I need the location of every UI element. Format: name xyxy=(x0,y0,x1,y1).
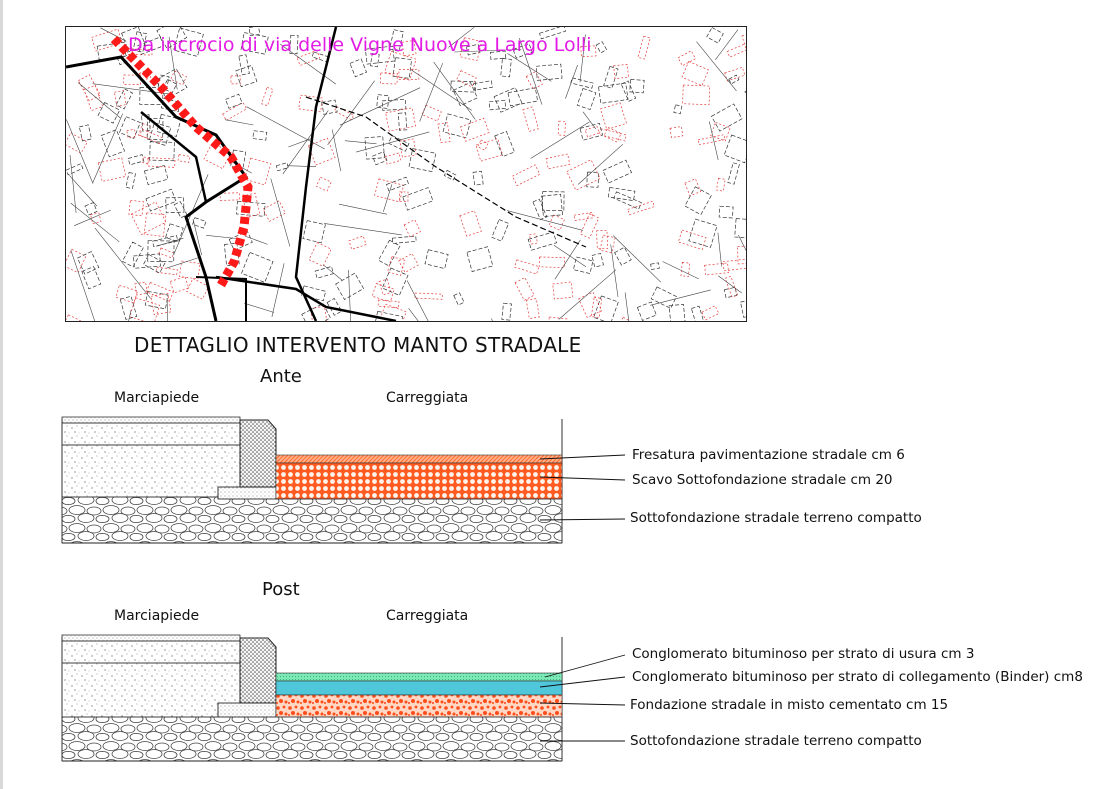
ante-milling-layer xyxy=(276,455,562,463)
post-wearing-course xyxy=(276,673,562,681)
street-map-drawing xyxy=(66,27,746,321)
map-building xyxy=(526,299,539,319)
map-building xyxy=(316,177,331,191)
map-building xyxy=(236,201,265,216)
location-map xyxy=(65,26,747,322)
map-building xyxy=(382,99,406,110)
map-building xyxy=(415,293,442,299)
map-building xyxy=(388,136,408,152)
map-building xyxy=(146,189,176,211)
map-building xyxy=(66,164,83,175)
map-building xyxy=(77,252,98,274)
map-building xyxy=(577,88,596,109)
map-street-edge xyxy=(113,310,131,321)
map-building xyxy=(705,263,729,275)
map-building xyxy=(712,104,742,131)
map-building xyxy=(615,247,632,265)
map-building xyxy=(725,276,737,297)
map-street-edge xyxy=(554,245,586,266)
post-legend-wearing: Conglomerato bituminoso per strato di usura cm 3 xyxy=(632,646,975,662)
post-section-drawing xyxy=(0,633,640,763)
map-street-edge xyxy=(166,257,201,268)
map-building xyxy=(438,123,450,143)
map-street-edge xyxy=(420,63,443,121)
map-street-edge xyxy=(340,88,420,126)
map-building xyxy=(501,59,512,77)
map-building xyxy=(148,158,175,168)
map-building xyxy=(309,243,331,267)
ante-section-drawing xyxy=(0,415,640,545)
map-building xyxy=(378,300,399,308)
map-building xyxy=(148,241,174,262)
map-street-edge xyxy=(356,132,429,152)
map-building xyxy=(729,75,739,84)
map-building xyxy=(128,155,144,165)
post-road-label: Carreggiata xyxy=(386,608,469,624)
map-building xyxy=(398,113,407,130)
map-building xyxy=(724,135,746,163)
map-building xyxy=(443,114,471,138)
map-building xyxy=(79,125,91,141)
map-street-edge xyxy=(625,292,629,321)
map-building xyxy=(404,220,420,237)
map-building xyxy=(129,200,144,216)
map-street-edge xyxy=(409,308,428,321)
post-binder-course xyxy=(276,681,562,695)
map-building xyxy=(702,306,719,320)
map-building xyxy=(386,108,416,131)
map-building xyxy=(382,268,408,295)
map-building xyxy=(528,232,556,250)
map-building-blocks xyxy=(66,27,746,321)
map-caption: Da incrocio di via delle Vigne Nuove a Largo Lolli xyxy=(128,34,592,56)
map-building xyxy=(116,89,132,109)
map-building xyxy=(637,302,656,320)
map-street-edge xyxy=(271,179,290,247)
map-building xyxy=(596,42,606,53)
post-sidewalk-screed xyxy=(62,641,240,663)
map-street-edge xyxy=(738,235,746,296)
map-building xyxy=(735,219,746,239)
map-street-edge xyxy=(718,276,742,293)
post-sidewalk-fill xyxy=(62,663,240,717)
map-building xyxy=(682,62,709,86)
map-building xyxy=(567,160,600,191)
map-building xyxy=(425,250,448,269)
ante-heading: Ante xyxy=(260,366,302,387)
map-street-edge xyxy=(95,228,151,298)
map-street-edge xyxy=(167,298,168,321)
ante-road-label: Carreggiata xyxy=(386,390,469,406)
map-building xyxy=(187,279,209,300)
map-building xyxy=(127,129,136,138)
map-building xyxy=(392,236,416,243)
map-building xyxy=(725,67,745,81)
map-building xyxy=(170,277,188,293)
map-building xyxy=(515,278,534,301)
post-cement-foundation xyxy=(276,695,562,717)
map-building xyxy=(683,85,710,105)
map-building xyxy=(276,163,288,171)
map-building xyxy=(315,266,333,278)
map-building xyxy=(126,173,136,189)
map-building xyxy=(604,127,621,142)
map-building xyxy=(119,117,140,139)
map-street-edge xyxy=(507,211,583,231)
map-street-edge xyxy=(555,240,581,279)
map-building xyxy=(409,149,436,172)
post-heading: Post xyxy=(262,579,300,600)
map-building xyxy=(599,129,626,141)
ante-legend-subbase: Sottofondazione stradale terreno compatto xyxy=(630,510,922,526)
map-building xyxy=(592,253,604,267)
map-building xyxy=(630,79,644,92)
map-building xyxy=(580,214,598,238)
map-building xyxy=(539,257,564,268)
map-building xyxy=(603,160,632,183)
map-building xyxy=(460,118,489,141)
map-building xyxy=(82,267,101,289)
post-curb xyxy=(240,638,276,703)
map-street-edge xyxy=(559,270,616,320)
map-street-edge xyxy=(383,184,392,211)
map-building xyxy=(174,202,187,218)
map-building xyxy=(122,242,143,267)
map-building xyxy=(66,133,87,154)
map-building xyxy=(473,171,483,185)
map-street-edge xyxy=(412,70,472,110)
map-building xyxy=(515,260,539,274)
map-building xyxy=(220,193,240,201)
map-building xyxy=(116,285,138,302)
map-street-edge xyxy=(339,204,387,214)
map-street-edge xyxy=(332,130,341,172)
map-street-edge xyxy=(324,223,402,235)
post-legend-subbase: Sottofondazione stradale terreno compatto xyxy=(630,733,922,749)
map-building xyxy=(166,197,184,213)
ante-legend-milling: Fresatura pavimentazione stradale cm 6 xyxy=(632,447,905,463)
post-compacted-subbase xyxy=(62,717,562,761)
map-street-edge xyxy=(287,166,316,167)
map-building xyxy=(242,252,273,282)
map-building xyxy=(365,136,385,159)
map-building xyxy=(727,42,746,57)
map-building xyxy=(492,220,509,242)
map-street-edge xyxy=(71,203,120,242)
map-building xyxy=(151,293,171,314)
map-building xyxy=(159,248,174,258)
map-street-edge xyxy=(206,235,241,239)
map-building xyxy=(403,188,433,211)
map-street-edge xyxy=(709,121,718,159)
map-street-edge xyxy=(245,236,268,244)
ante-excavation-layer xyxy=(276,463,562,499)
map-building xyxy=(546,154,570,169)
map-street-edge xyxy=(70,155,76,213)
map-building xyxy=(262,87,273,105)
page-title: DETTAGLIO INTERVENTO MANTO STRADALE xyxy=(134,333,582,357)
map-street-edge xyxy=(345,141,377,144)
ante-sidewalk-label: Marciapiede xyxy=(114,390,200,406)
map-building xyxy=(508,88,538,106)
post-legend-binder: Conglomerato bituminoso per strato di collegamento (Binder) cm8 xyxy=(632,669,1083,685)
map-building xyxy=(741,299,747,318)
map-building xyxy=(380,73,397,84)
ante-curb-bed xyxy=(218,487,276,499)
map-building xyxy=(253,131,267,140)
map-building xyxy=(460,211,482,236)
map-street-edge xyxy=(613,236,661,283)
map-street-edge xyxy=(407,281,444,322)
map-building xyxy=(719,206,733,218)
map-building xyxy=(349,236,366,249)
map-building xyxy=(571,78,593,88)
map-building xyxy=(678,230,706,249)
map-building xyxy=(681,262,690,276)
map-building xyxy=(553,282,573,299)
map-building xyxy=(495,131,515,156)
ante-sidewalk-screed xyxy=(62,423,240,445)
map-building xyxy=(143,255,164,274)
map-street-edge xyxy=(283,111,328,174)
post-curb-bed xyxy=(218,703,276,717)
map-street-edge xyxy=(272,263,284,317)
map-street-edge xyxy=(650,290,711,305)
map-building xyxy=(66,315,86,321)
map-building xyxy=(377,95,389,109)
map-building xyxy=(512,165,539,186)
map-building xyxy=(599,83,629,103)
map-building xyxy=(587,172,599,187)
map-building xyxy=(689,219,717,247)
map-building xyxy=(698,135,725,145)
map-street-edge xyxy=(718,233,722,267)
map-building xyxy=(600,103,626,130)
map-building xyxy=(723,259,746,271)
map-building xyxy=(84,86,103,111)
post-sidewalk-label: Marciapiede xyxy=(114,608,200,624)
map-building xyxy=(101,130,124,157)
map-building xyxy=(711,123,730,141)
map-building xyxy=(542,194,563,216)
map-building xyxy=(303,221,325,243)
ante-legend-excavation: Scavo Sottofondazione stradale cm 20 xyxy=(632,472,893,488)
map-building xyxy=(66,249,86,272)
map-street-edge xyxy=(611,245,618,298)
map-building xyxy=(651,263,660,270)
map-building xyxy=(674,105,682,114)
map-building xyxy=(474,81,493,90)
map-street-edge xyxy=(225,120,254,125)
map-building xyxy=(489,100,505,110)
map-building xyxy=(144,213,166,237)
map-building xyxy=(638,36,650,59)
post-legend-foundation: Fondazione stradale in misto cementato cm 15 xyxy=(630,697,949,713)
map-building xyxy=(618,317,644,321)
map-building xyxy=(379,240,400,266)
ante-sidewalk-paving xyxy=(62,417,240,423)
map-building xyxy=(223,102,247,120)
map-building xyxy=(400,139,416,157)
map-street-edge xyxy=(93,114,123,183)
ante-sidewalk-fill xyxy=(62,445,240,497)
map-building xyxy=(178,155,190,163)
map-building xyxy=(728,163,740,184)
map-building xyxy=(523,107,539,131)
intervention-route xyxy=(114,39,248,285)
map-building xyxy=(144,166,168,185)
map-building xyxy=(685,187,711,215)
map-building xyxy=(114,91,126,107)
vertical-road xyxy=(296,27,336,321)
map-building xyxy=(536,64,562,80)
map-building xyxy=(608,188,635,201)
post-sidewalk-paving xyxy=(62,635,240,641)
map-building xyxy=(457,71,477,87)
map-street-edge xyxy=(434,62,476,119)
map-building xyxy=(717,178,726,191)
ante-compacted-subbase xyxy=(62,497,562,543)
map-street-edge xyxy=(324,265,343,280)
map-building xyxy=(670,127,683,138)
map-street-edge xyxy=(71,250,99,321)
map-building xyxy=(621,81,635,101)
map-building xyxy=(454,293,464,305)
ante-curb xyxy=(240,420,276,487)
map-building xyxy=(742,29,746,50)
map-building xyxy=(585,126,599,137)
map-building xyxy=(478,140,488,150)
map-building xyxy=(226,94,243,108)
map-building xyxy=(350,59,367,77)
map-building xyxy=(120,296,137,319)
map-building xyxy=(239,55,250,75)
map-building xyxy=(685,179,701,196)
map-building xyxy=(549,215,564,230)
map-building xyxy=(393,58,412,79)
map-building xyxy=(387,177,409,191)
map-street-edge xyxy=(565,65,577,99)
map-building xyxy=(745,85,746,103)
map-building xyxy=(614,64,629,78)
map-building xyxy=(385,153,401,164)
map-street-edge xyxy=(69,175,97,206)
map-building xyxy=(597,230,608,249)
map-street-edge xyxy=(715,30,738,60)
map-building xyxy=(467,247,493,272)
map-building xyxy=(558,121,565,135)
map-street-edge xyxy=(328,81,375,145)
map-building xyxy=(738,246,746,264)
map-street-edge xyxy=(244,303,274,312)
map-street-edge xyxy=(74,210,111,226)
map-building xyxy=(502,303,512,320)
map-street-edge xyxy=(531,122,590,159)
map-building xyxy=(399,254,419,273)
map-street-edge xyxy=(663,262,699,279)
map-building xyxy=(549,317,567,321)
map-building xyxy=(707,28,723,44)
map-building xyxy=(573,257,593,274)
map-building xyxy=(399,70,419,80)
